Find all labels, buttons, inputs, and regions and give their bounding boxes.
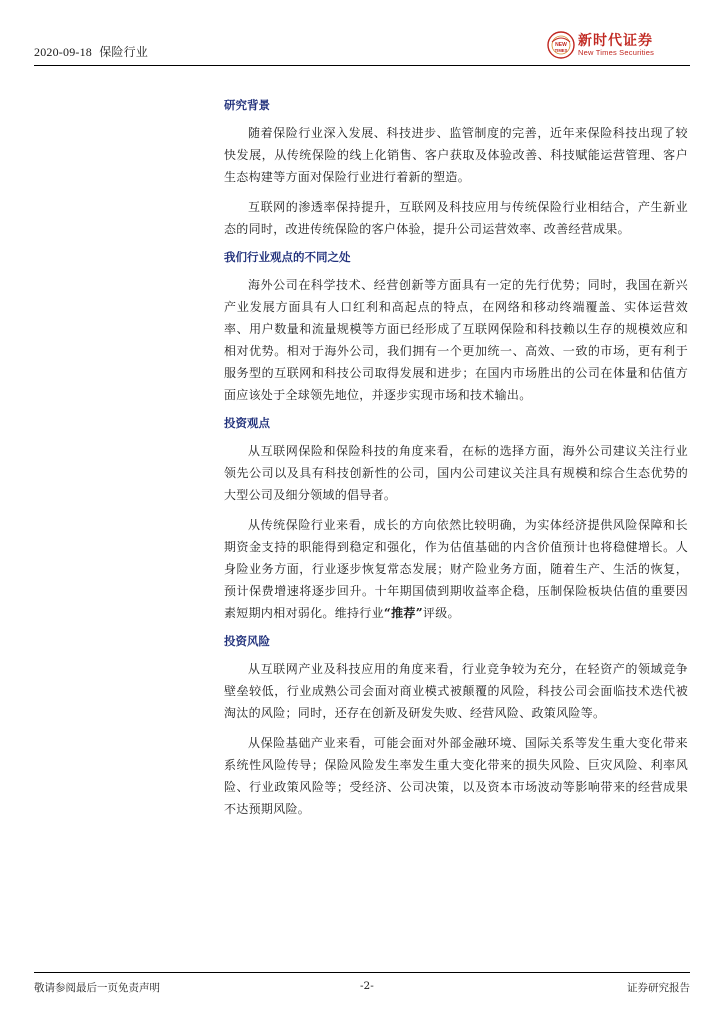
section-investment-view: [224, 414, 688, 624]
disclaimer-note: 敬请参阅最后一页免责声明: [34, 982, 160, 994]
logo-chinese-name: 新时代证券: [578, 33, 653, 49]
page-header: [34, 28, 690, 64]
paragraph: 海外公司在科学技术、经营创新等方面具有一定的先行优势；同时，我国在新兴产业发展方面具有人口红利和高起点的特点，在网络和移动终端覆盖、实体运营效率、用户数量和流量规模等方面已经形成了互联网保险和科技赖以生存的规模效应和相对优势。相对于海外公司，我们拥有一个更加统一、高效、一致的市场，更有利于服务型的互联网和科技公司取得发展和进步；在国内市场胜出的公司在体量和估值方面应该处于全球领先地位，并逐步实现市场和技术输出。: [224, 278, 688, 402]
new-times-badge-icon: [546, 30, 576, 60]
page-number: -2-: [360, 980, 374, 992]
section-title: 我们行业观点的不同之处: [224, 250, 351, 264]
section-research-background: [224, 96, 688, 240]
svg-text:NEW: NEW: [555, 42, 567, 48]
paragraph: 随着保险行业深入发展、科技进步、监管制度的完善，近年来保险科技出现了较快发展，从传统保险的线上化销售、客户获取及体验改善、科技赋能运营管理、客户生态构建等方面对保险行业进行着新的塑造。: [224, 126, 688, 184]
paragraph: 从互联网产业及科技应用的角度来看，行业竞争较为充分，在轻资产的领域竞争壁垒较低，行业成熟公司会面对商业模式被颠覆的风险，科技公司会面临技术迭代被淘汰的风险；同时，还存在创新及研发失败、经营风险、政策风险等。: [224, 662, 688, 720]
page-footer: [34, 970, 690, 994]
rating-tail: 评级。: [422, 606, 460, 620]
svg-text:TIMES: TIMES: [554, 48, 568, 53]
section-differentiated-view: [224, 248, 688, 406]
paragraph: 从互联网保险和保险科技的角度来看，在标的选择方面，海外公司建议关注行业领先公司以及具有科技创新性的公司，国内公司建议关注具有规模和综合生态优势的大型公司及细分领域的倡导者。: [224, 444, 688, 502]
paragraph: 从保险基础产业来看，可能会面对外部金融环境、国际关系等发生重大变化带来系统性风险传导；保险风险发生率发生重大变化带来的损失风险、巨灾风险、利率风险、行业政策风险等；受经济、公司决策，以及资本市场波动等影响带来的经营成果不达预期风险。: [224, 736, 688, 816]
header-info: [34, 43, 148, 60]
header-divider: [34, 65, 690, 66]
rating-label: “推荐”: [383, 606, 423, 620]
section-title: 研究背景: [224, 98, 270, 112]
company-logo: [546, 28, 688, 62]
paragraph: 互联网的渗透率保持提升，互联网及科技应用与传统保险行业相结合，产生新业态的同时，改进传统保险的客户体验，提升公司运营效率、改善经营成果。: [224, 200, 688, 236]
section-title: 投资风险: [224, 634, 270, 648]
industry-name: 保险行业: [99, 45, 149, 59]
paragraph-with-rating: [224, 514, 688, 624]
section-title: 投资观点: [224, 416, 270, 430]
paragraph-text: 从传统保险行业来看，成长的方向依然比较明确，为实体经济提供风险保障和长期资金支持的职能得到稳定和强化，作为估值基础的内含价值预计也将稳健增长。人身险业务方面，行业逐步恢复常态发展；财产险业务方面，随着生产、生活的恢复，预计保费增速将逐步回升。十年期国债到期收益率企稳，压制保险板块估值的重要因素短期内相对弱化。维持行业: [224, 518, 688, 620]
report-type: 证券研究报告: [627, 982, 690, 994]
report-date: 2020-09-18: [34, 45, 92, 59]
logo-english-name: New Times Securities: [578, 48, 655, 57]
report-body: [224, 96, 688, 828]
section-investment-risk: [224, 632, 688, 820]
